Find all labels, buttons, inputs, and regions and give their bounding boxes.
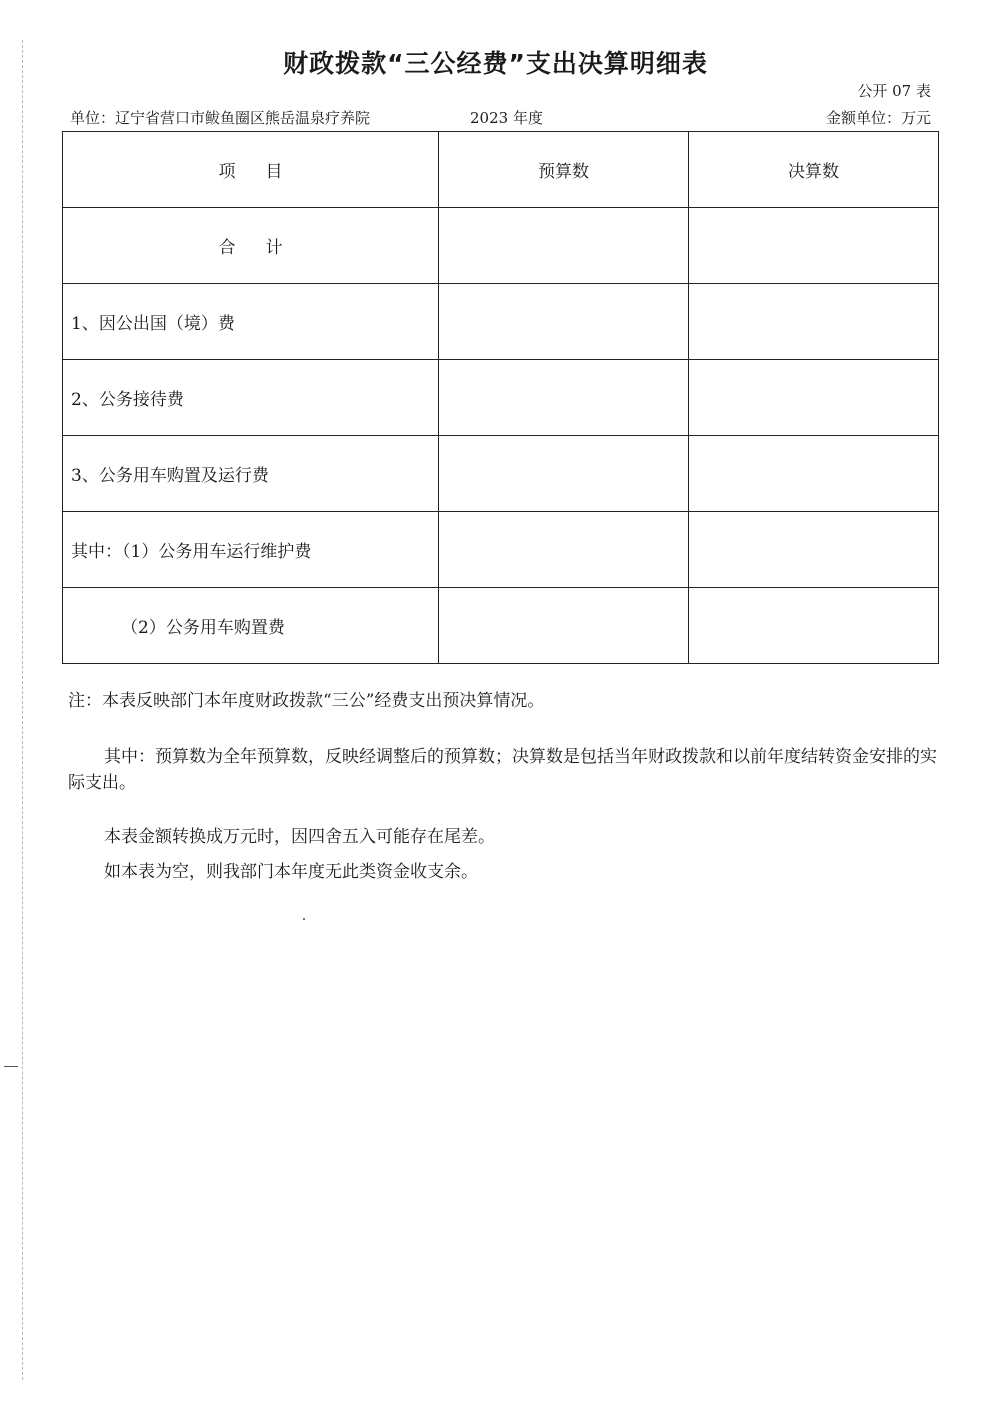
header-item: 项目 (63, 132, 439, 208)
table-row (63, 588, 939, 664)
scan-edge-tick (4, 1066, 18, 1067)
cell-final (689, 512, 939, 588)
cell-budget (439, 284, 689, 360)
notes-section (68, 688, 938, 885)
header-final: 决算数 (689, 132, 939, 208)
expense-table (62, 131, 939, 664)
cell-budget (439, 588, 689, 664)
cell-final (689, 284, 939, 360)
row-label: 3、公务用车购置及运行费 (63, 436, 439, 512)
note-text: 本表金额转换成万元时，因四舍五入可能存在尾差。 (104, 827, 495, 847)
cell-budget (439, 208, 689, 284)
cell-final (689, 436, 939, 512)
row-label: （2）公务用车购置费 (63, 588, 439, 664)
page-title: 财政拨款“三公经费”支出决算明细表 (283, 49, 708, 78)
cell-budget (439, 360, 689, 436)
table-number: 公开 07 表 (857, 82, 931, 100)
amount-unit: 金额单位：万元 (825, 109, 931, 127)
cell-final (689, 360, 939, 436)
row-label: 2、公务接待费 (63, 360, 439, 436)
cell-budget (439, 512, 689, 588)
fiscal-year: 2023 年度 (470, 109, 543, 127)
scan-speck (303, 918, 305, 920)
header-budget: 预算数 (439, 132, 689, 208)
table-row (63, 360, 939, 436)
cell-final (689, 588, 939, 664)
table-row (63, 284, 939, 360)
note-text: 其中：预算数为全年预算数，反映经调整后的预算数；决算数是包括当年财政拨款和以前年度结转资金安排的实际支出。 (68, 747, 937, 793)
table-row (63, 436, 939, 512)
note-text: 如本表为空，则我部门本年度无此类资金收支余。 (104, 862, 478, 882)
table-row (63, 512, 939, 588)
row-label: 1、因公出国（境）费 (63, 284, 439, 360)
row-label: 其中：（1）公务用车运行维护费 (63, 512, 439, 588)
cell-budget (439, 436, 689, 512)
scan-edge-line (22, 40, 23, 1380)
reporting-unit: 单位：辽宁省营口市鲅鱼圈区熊岳温泉疗养院 (70, 109, 371, 127)
cell-final (689, 208, 939, 284)
row-label-total: 合计 (63, 208, 439, 284)
table-row (63, 208, 939, 284)
table-header-row (63, 132, 939, 208)
note-text: 注：本表反映部门本年度财政拨款“三公”经费支出预决算情况。 (68, 691, 545, 711)
